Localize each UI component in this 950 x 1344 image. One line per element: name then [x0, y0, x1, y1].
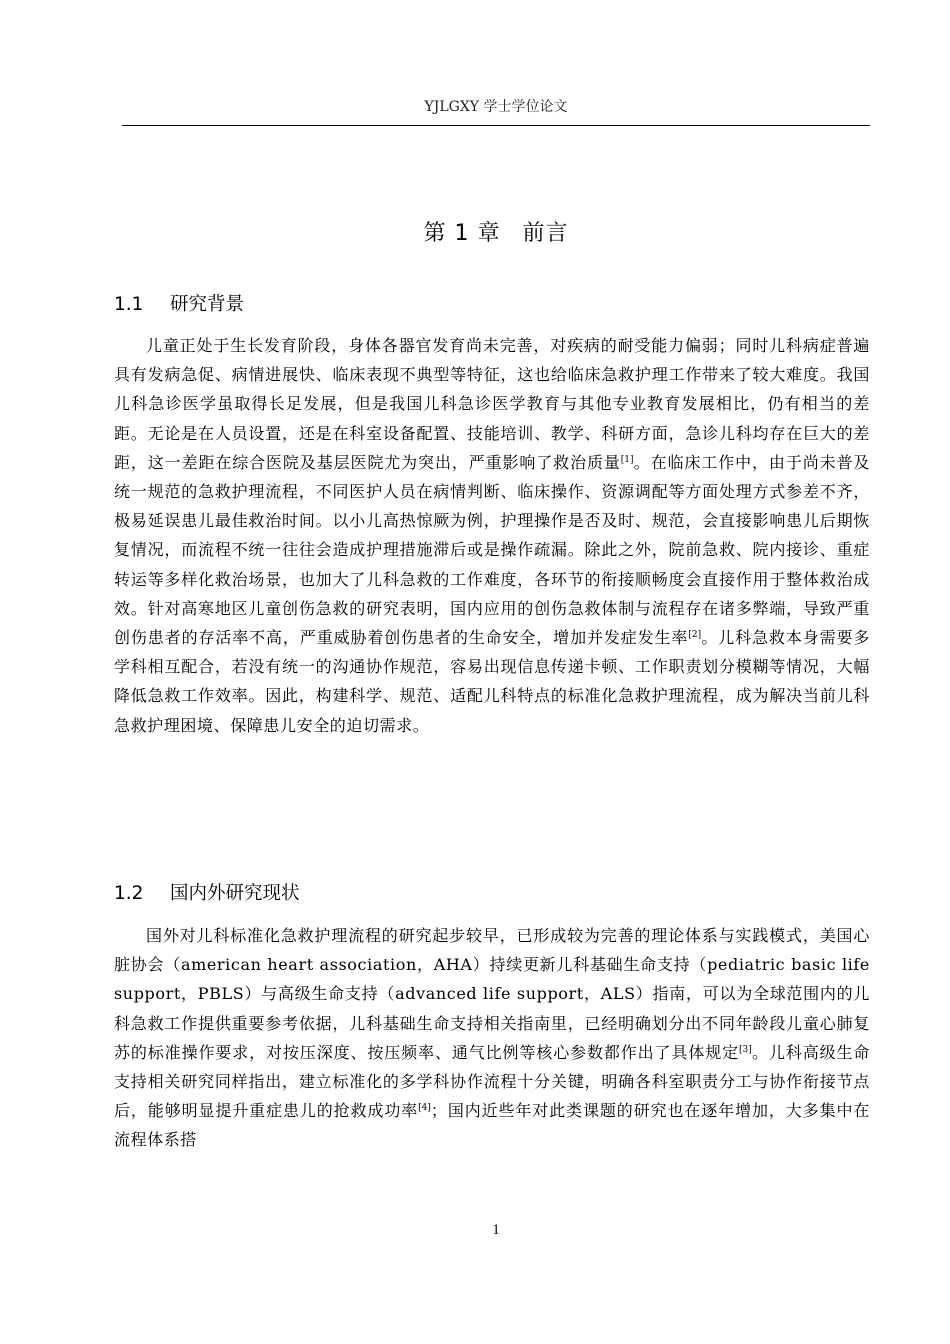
paragraph-text: 。在临床工作中，由于尚未普及统一规范的急救护理流程，不同医护人员在病情判断、临床操作、资源调配等方面处理方式参差不齐，极易延误患儿最佳救治时间。以小儿高热惊厥为例，护理操作是否及时、规范，会直接影响患儿后期恢复情况，而流程不统一往往会造成护理措施滞后或是操作疏漏。除此之外，院前急救、院内接诊、重症转运等多样化救治场景，也加大了儿科急救的工作难度，各环节的衔接顺畅度会直接作用于整体救治成效。针对高寒地区儿童创伤急救的研究表明，国内应用的创伤急救体制与流程存在诸多弊端，导致严重创伤患者的存活率不高，严重威胁着创伤患者的生命安全，增加并发症发生率 — [114, 452, 870, 648]
paragraph-text: 国外对儿科标准化急救护理流程的研究起步较早，已形成较为完善的理论体系与实践模式，美国心脏协会（american heart association，AHA）持续更新儿科基础生命支持（pediatric basic life support，PBLS）与高级生命支持（advanced life support，ALS）指南，可以为全球范围内的儿科急救工作提供重要参考依据，儿科基础生命支持相关指南里，已经明确划分出不同年龄段儿童心肺复苏的标准操作要求，对按压深度、按压频率、通气比例等核心参数都作出了具体规定 — [114, 926, 870, 1062]
paragraph-text: 。儿科急救本身需要多学科相互配合，若没有统一的沟通协作规范，容易出现信息传递卡顿、工作职责划分模糊等情况，大幅降低急救工作效率。因此，构建科学、规范、适配儿科特点的标准化急救护理流程，成为解决当前儿科急救护理困境、保障患儿安全的迫切需求。 — [114, 628, 870, 735]
paragraph-research-background — [114, 331, 870, 740]
paragraph-text: 儿童正处于生长发育阶段，身体各器官发育尚未完善，对疾病的耐受能力偏弱；同时儿科病症普遍具有发病急促、病情进展快、临床表现不典型等特征，这也给临床急救护理工作带来了较大难度。我国儿科急诊医学虽取得长足发展，但是我国儿科急诊医学教育与其他专业教育发展相比，仍有相当的差距。无论是在人员设置，还是在科室设备配置、技能培训、教学、科研方面，急诊儿科均存在巨大的差距，这一差距在综合医院及基层医院尤为突出，严重影响了救治质量 — [114, 336, 870, 472]
section-title: 研究背景 — [170, 294, 245, 315]
citation-ref: [1] — [620, 454, 634, 465]
chapter-title-text: 前言 — [522, 221, 569, 246]
section-heading-1-2 — [114, 879, 300, 905]
page-number: 1 — [492, 1222, 500, 1238]
header-divider — [122, 125, 870, 126]
section-heading-1-1 — [114, 290, 244, 316]
citation-ref: [4] — [418, 1103, 431, 1114]
paragraph-research-status — [114, 921, 870, 1155]
chapter-title — [122, 216, 870, 247]
section-number: 1.1 — [114, 294, 144, 315]
citation-ref: [2] — [688, 630, 702, 641]
section-number: 1.2 — [114, 883, 144, 904]
running-header: YJLGXY 学士学位论文 — [424, 99, 568, 115]
section-title: 国内外研究现状 — [170, 883, 300, 904]
citation-ref: [3] — [739, 1044, 752, 1055]
paragraph-text: 。儿科高级生命支持相关研究同样指出，建立标准化的多学科协作流程十分关键，明确各科室职责分工与协作衔接节点后，能够明显提升重症患儿的抢救成功率 — [114, 1042, 871, 1121]
paragraph-text: ；国内近些年对此类课题的研究也在逐年增加，大多集中在流程体系搭 — [114, 1101, 870, 1150]
chapter-number: 第 1 章 — [423, 221, 501, 246]
